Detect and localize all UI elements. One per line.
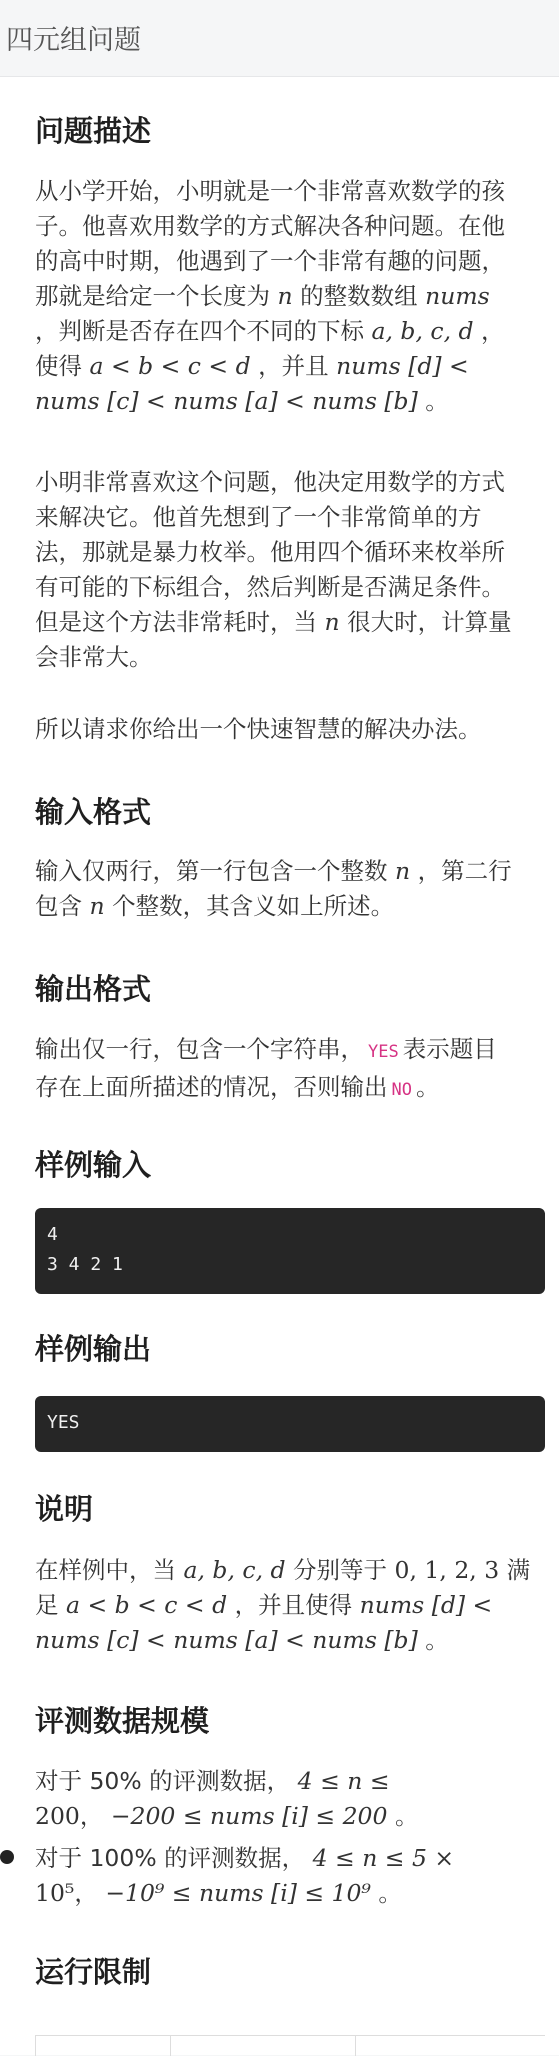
heading-sample-input: 样例输入 — [35, 1148, 152, 1182]
problem-paragraph-2: 小明非常喜欢这个问题，他决定用数学的方式 来解决它。他首先想到了一个非常简单的方 法，那就是暴力枚举。他用四个循环来枚举所 有可能的下标组合，然后判断是否满足条件。 但是这个方法非常耗时，当 n 很大时，计算量 会非常大。 — [35, 468, 512, 671]
code-yes: YES — [368, 1042, 399, 1062]
heading-runtime-limits: 运行限制 — [35, 1955, 152, 1989]
output-format-text: 输出仅一行，包含一个字符串， YES 表示题目 存在上面所描述的情况，否则输出 NO 。 — [35, 1035, 497, 1101]
bullet-icon — [0, 1850, 14, 1864]
data-scale-100: 对于 100% 的评测数据， 4 ≤ n ≤ 5 × 10⁵， −10⁹ ≤ nums [i] ≤ 10⁹ 。 — [35, 1844, 455, 1907]
page-header — [0, 0, 559, 77]
input-format-text: 输入仅两行，第一行包含一个整数 n ，第二行 包含 n 个整数，其含义如上所述。 — [35, 857, 512, 920]
heading-explanation: 说明 — [35, 1492, 94, 1526]
heading-input-format: 输入格式 — [35, 795, 152, 829]
problem-card — [0, 77, 559, 2055]
sample-input-block: 4 3 4 2 1 — [35, 1208, 545, 1294]
data-scale-50: 对于 50% 的评测数据， 4 ≤ n ≤ 200， −200 ≤ nums [i] ≤ 200 。 — [35, 1767, 419, 1830]
heading-output-format: 输出格式 — [35, 972, 152, 1006]
limits-table — [35, 2035, 545, 2056]
heading-problem: 问题描述 — [35, 114, 152, 148]
problem-paragraph-1: 从小学开始，小明就是一个非常喜欢数学的孩 子。他喜欢用数学的方式解决各种问题。在他 的高中时期，他遇到了一个非常有趣的问题， 那就是给定一个长度为 n 的整数数组 nums ，判断是否存在四个不同的下标 a, b, c, d ， 使得 a < b < c < d ，并且 nums [d] < nums [c] < nums [a] < nums [b] 。 — [35, 177, 505, 415]
heading-data-scale: 评测数据规模 — [35, 1704, 210, 1738]
heading-sample-output: 样例输出 — [35, 1332, 152, 1366]
problem-paragraph-3: 所以请求你给出一个快速智慧的解决办法。 — [35, 715, 482, 743]
explanation-text: 在样例中，当 a, b, c, d 分别等于 0, 1, 2, 3 满 足 a < b < c < d ，并且使得 nums [d] < nums [c] < nums [a] < nums [b] 。 — [35, 1556, 531, 1654]
code-no: NO — [391, 1080, 412, 1100]
sample-output-block: YES — [35, 1396, 545, 1452]
page-title: 四元组问题 — [6, 25, 141, 56]
